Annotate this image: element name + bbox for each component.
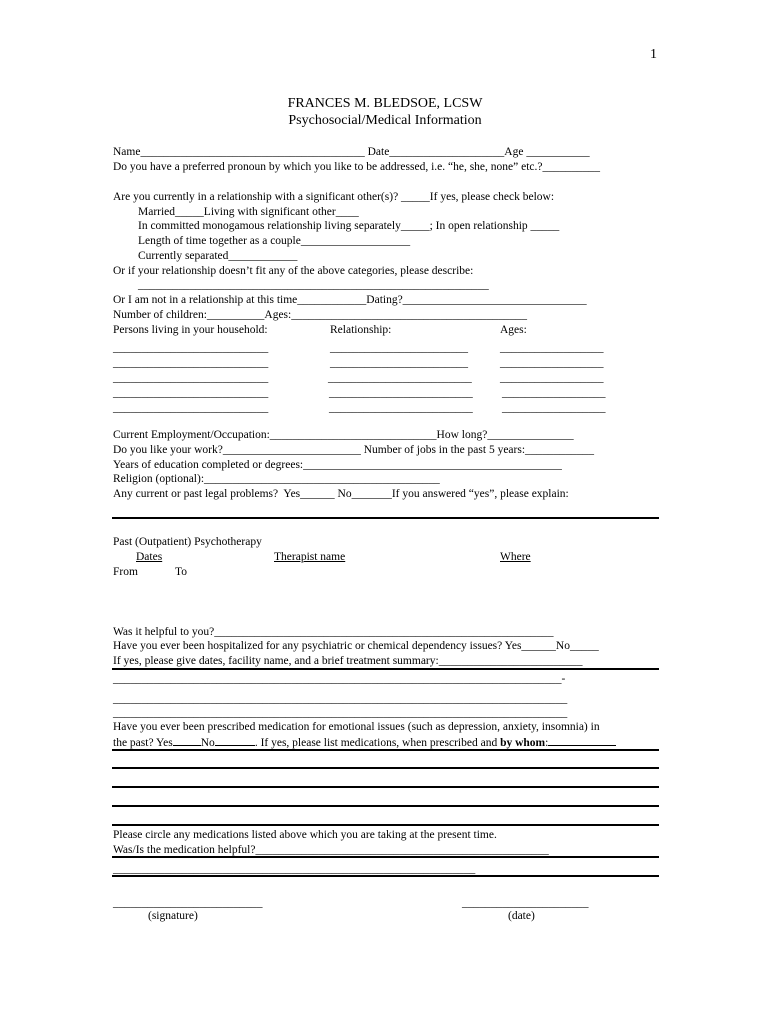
dates-column-label: Dates	[136, 551, 163, 563]
medication-answer-rule[interactable]	[112, 824, 659, 826]
religion-line[interactable]: Religion (optional):_________________________________________	[113, 473, 440, 485]
answer-blank-line[interactable]: _______________________________________________________________________________	[113, 693, 568, 705]
not-in-relationship-line[interactable]: Or I am not in a relationship at this time____________Dating?________________________________	[113, 294, 587, 306]
answer-rule	[112, 856, 659, 858]
household-relationship-blank[interactable]: ________________________	[330, 357, 468, 369]
signature-label: (signature)	[148, 910, 198, 922]
legal-problems-line[interactable]: Any current or past legal problems? Yes______ No_______If you answered “yes”, please explain:	[113, 488, 569, 500]
medication-yes-text: the past? Yes	[113, 737, 173, 749]
separated-option[interactable]: Currently separated____________	[138, 250, 298, 262]
household-person-blank[interactable]: ___________________________	[113, 372, 269, 384]
signature-line[interactable]: __________________________	[113, 897, 263, 909]
like-work-line[interactable]: Do you like your work?________________________ Number of jobs in the past 5 years:____________	[113, 444, 595, 456]
hospitalization-details-line[interactable]: If yes, please give dates, facility name, and a brief treatment summary:_________________________	[113, 655, 583, 667]
household-person-blank[interactable]: ___________________________	[113, 387, 269, 399]
household-person-blank[interactable]: ___________________________	[113, 357, 269, 369]
household-relationship-blank[interactable]: ________________________	[330, 342, 468, 354]
form-title: Psychosocial/Medical Information	[288, 113, 482, 128]
household-age-blank[interactable]: __________________	[500, 342, 604, 354]
medication-question-continued[interactable]	[113, 735, 616, 750]
other-relationship-blank[interactable]: _____________________________________________________________	[138, 279, 489, 291]
medication-helpful-line[interactable]: Was/Is the medication helpful?___________________________________________________	[113, 844, 549, 856]
relationship-label: Relationship:	[330, 324, 392, 336]
where-column-label: Where	[500, 551, 531, 563]
answer-rule	[112, 875, 659, 877]
household-relationship-blank[interactable]: _________________________	[329, 402, 473, 414]
practitioner-name: FRANCES M. BLEDSOE, LCSW	[287, 96, 483, 111]
medication-question: Have you ever been prescribed medication for emotional issues (such as depression, anxiety, insomnia) in	[113, 721, 600, 733]
committed-option[interactable]: In committed monogamous relationship living separately_____; In open relationship _____	[138, 220, 560, 232]
to-label: To	[175, 566, 187, 578]
children-line[interactable]: Number of children:__________Ages:_________________________________________	[113, 309, 527, 321]
medication-answer-rule[interactable]	[112, 786, 659, 788]
medication-answer-blank[interactable]	[548, 735, 616, 746]
answer-blank-line[interactable]: _______________________________________________________________________________	[113, 707, 568, 719]
medication-colon: :	[545, 737, 549, 749]
household-person-blank[interactable]: ___________________________	[113, 402, 269, 414]
medication-answer-rule[interactable]	[112, 767, 659, 769]
household-relationship-blank[interactable]: _________________________	[329, 387, 473, 399]
medication-list-text: . If yes, please list medications, when prescribed and	[254, 737, 501, 749]
hospitalized-question[interactable]: Have you ever been hospitalized for any psychiatric or chemical dependency issues? Yes______No_____	[113, 640, 599, 652]
household-person-blank[interactable]: ___________________________	[113, 342, 269, 354]
household-age-blank[interactable]: __________________	[502, 402, 606, 414]
medication-answer-rule[interactable]	[112, 805, 659, 807]
page-number: 1	[650, 47, 657, 62]
from-label: From	[113, 566, 138, 578]
education-line[interactable]: Years of education completed or degrees:_____________________________________________	[113, 459, 562, 471]
therapist-column-label: Therapist name	[274, 551, 346, 563]
married-option[interactable]: Married_____Living with significant other____	[138, 206, 359, 218]
past-psychotherapy-heading: Past (Outpatient) Psychotherapy	[113, 536, 262, 548]
answer-blank-line[interactable]: ______________________________________________________________________________-	[113, 673, 566, 685]
circle-medications-instruction: Please circle any medications listed above which you are taking at the present time.	[113, 829, 497, 841]
answer-rule	[112, 668, 659, 670]
employment-line[interactable]: Current Employment/Occupation:_____________________________How long?_______________	[113, 429, 574, 441]
name-date-age-line[interactable]: Name_______________________________________ Date____________________Age ___________	[113, 146, 590, 158]
other-relationship-question: Or if your relationship doesn’t fit any of the above categories, please describe:	[113, 265, 474, 277]
pronoun-question[interactable]: Do you have a preferred pronoun by which you like to be addressed, i.e. “he, she, none” etc.?__________	[113, 161, 600, 173]
date-line[interactable]: ______________________	[462, 897, 589, 909]
household-label: Persons living in your household:	[113, 324, 268, 336]
household-relationship-blank[interactable]: _________________________	[328, 372, 472, 384]
therapy-helpful-line[interactable]: Was it helpful to you?___________________________________________________________	[113, 626, 554, 638]
medication-answer-rule[interactable]	[112, 749, 659, 751]
household-age-blank[interactable]: __________________	[500, 357, 604, 369]
medication-no-blank[interactable]	[215, 735, 255, 746]
relationship-question[interactable]: Are you currently in a relationship with a significant other(s)? _____If yes, please check below:	[113, 191, 555, 203]
section-divider	[112, 517, 659, 519]
medication-no-text: No	[200, 737, 215, 749]
ages-label: Ages:	[500, 324, 527, 336]
medication-helpful-blank[interactable]: _______________________________________________________________	[113, 863, 476, 875]
household-age-blank[interactable]: __________________	[500, 372, 604, 384]
medication-yes-blank[interactable]	[173, 735, 201, 746]
household-age-blank[interactable]: __________________	[502, 387, 606, 399]
date-label: (date)	[508, 910, 535, 922]
length-together[interactable]: Length of time together as a couple___________________	[138, 235, 411, 247]
by-whom-text: by whom	[500, 737, 546, 749]
